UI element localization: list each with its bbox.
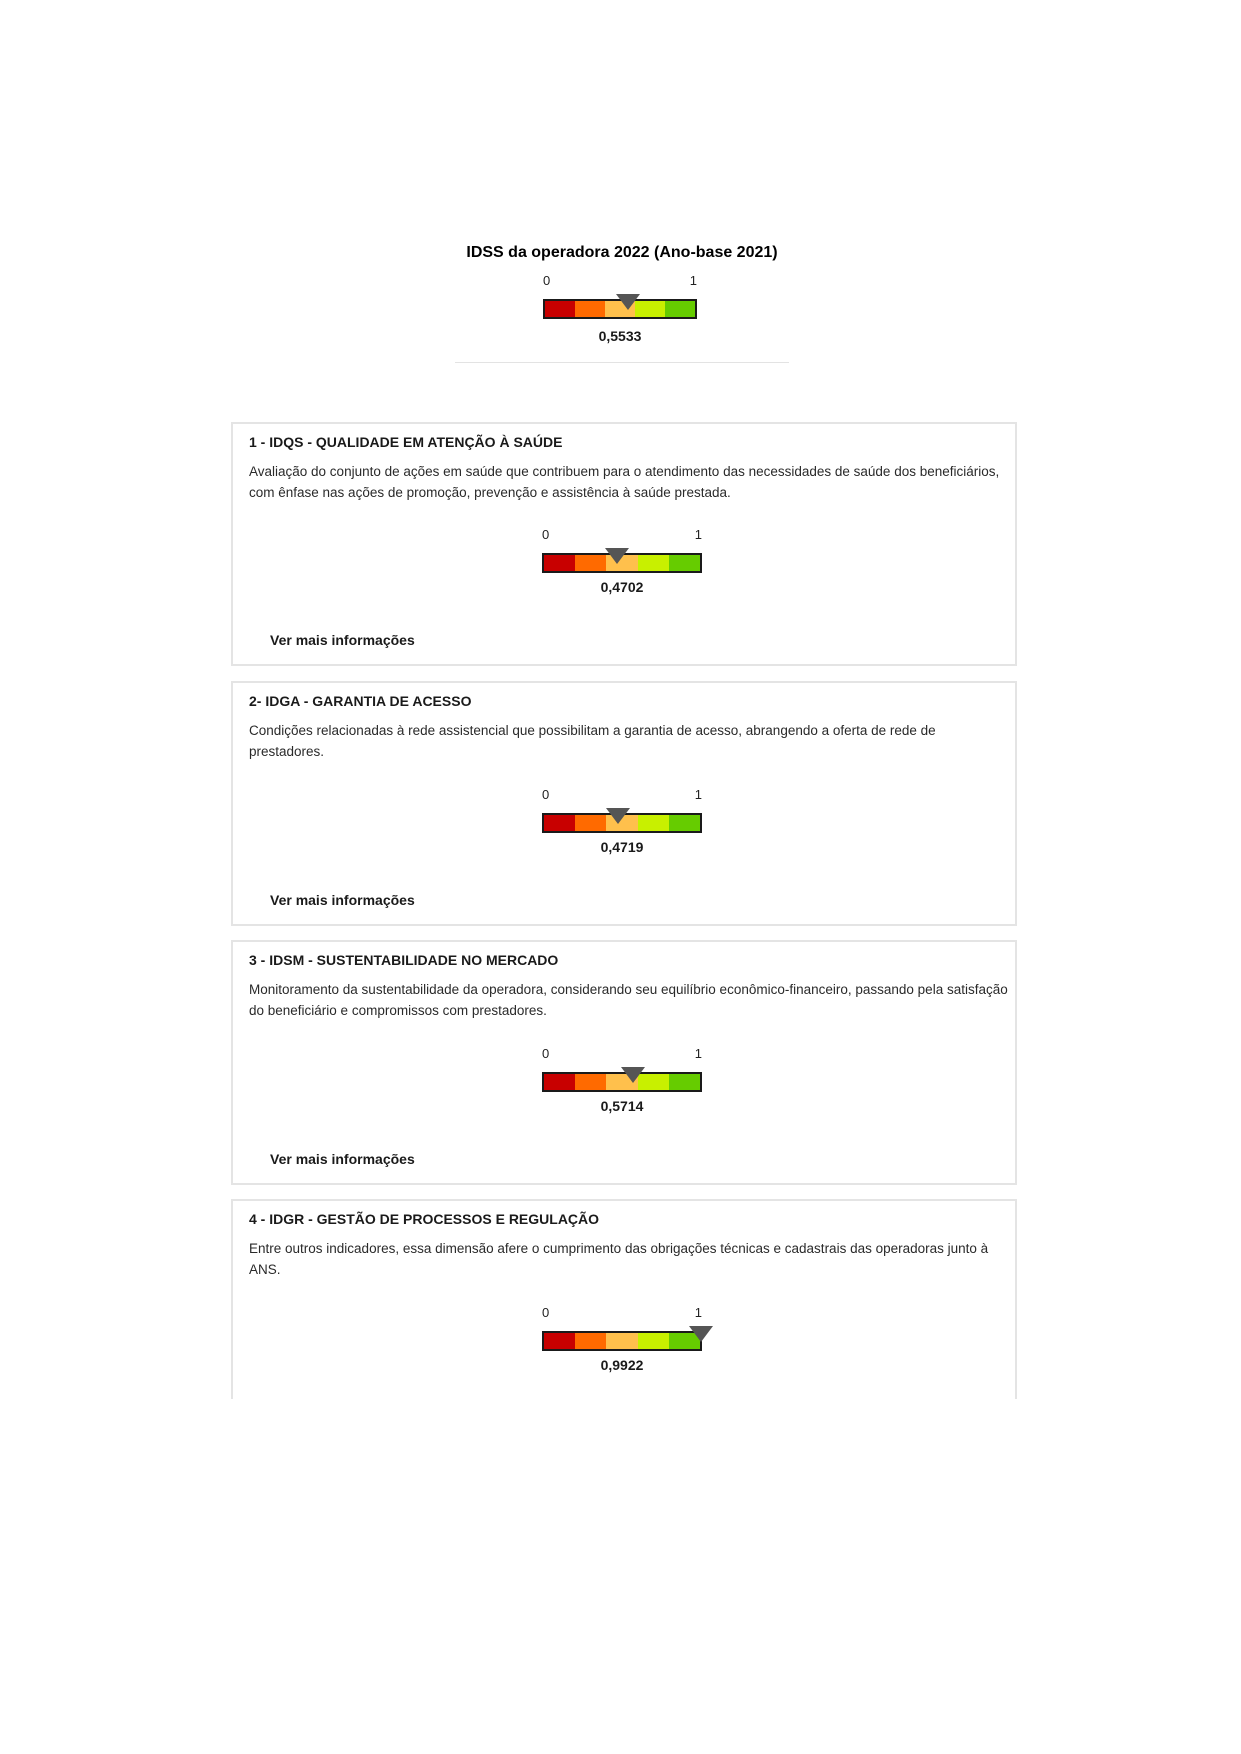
- dimension-card-idgr: [231, 1199, 1017, 1399]
- card-description: Entre outros indicadores, essa dimensão afere o cumprimento das obrigações técnicas e cadastrais das operadoras junto à ANS.: [249, 1241, 989, 1277]
- gauge-pointer-icon: [605, 548, 629, 564]
- gauge-segment-4: [638, 555, 669, 571]
- gauge-pointer-icon: [689, 1326, 713, 1342]
- summary-title: IDSS da operadora 2022 (Ano-base 2021): [466, 244, 778, 261]
- gauge-max-label: 1: [694, 527, 702, 542]
- gauge-segment-1: [544, 1333, 575, 1349]
- more-info-link[interactable]: Ver mais informações: [270, 892, 415, 908]
- gauge-min-label: 0: [543, 273, 551, 288]
- gauge-value: 0,4702: [600, 579, 644, 595]
- more-info-link[interactable]: Ver mais informações: [270, 1151, 415, 1167]
- summary-block: [455, 243, 789, 263]
- gauge-value: 0,5714: [600, 1098, 644, 1114]
- gauge-segment-5: [669, 1074, 700, 1090]
- gauge-max-label: 1: [694, 1305, 702, 1320]
- gauge-scale-bar: [542, 1331, 702, 1351]
- gauge-pointer-icon: [616, 294, 640, 310]
- gauge-pointer-icon: [606, 808, 630, 824]
- gauge-value: 0,9922: [600, 1357, 644, 1373]
- dimension-card-idqs: [231, 422, 1017, 666]
- gauge-max-label: 1: [689, 273, 697, 288]
- gauge-max-label: 1: [694, 787, 702, 802]
- gauge-min-label: 0: [542, 787, 550, 802]
- gauge-segment-2: [575, 1074, 606, 1090]
- gauge-segment-2: [575, 301, 605, 317]
- gauge-segment-2: [575, 1333, 606, 1349]
- gauge-segment-4: [638, 1333, 669, 1349]
- card-description: Monitoramento da sustentabilidade da operadora, considerando seu equilíbrio econômico-financeiro, passando pela satisfação do beneficiário e compromissos com prestadores.: [249, 982, 1008, 1018]
- card-title: 3 - IDSM - SUSTENTABILIDADE NO MERCADO: [249, 952, 559, 968]
- gauge-segment-1: [544, 555, 575, 571]
- gauge-segment-1: [544, 815, 575, 831]
- gauge-segment-5: [665, 301, 695, 317]
- gauge-segment-2: [575, 815, 606, 831]
- gauge-segment-4: [638, 815, 669, 831]
- gauge-min-label: 0: [542, 1046, 550, 1061]
- gauge-pointer-icon: [621, 1067, 645, 1083]
- gauge-value: 0,5533: [598, 328, 642, 344]
- dimension-card-idga: [231, 681, 1017, 926]
- gauge-max-label: 1: [694, 1046, 702, 1061]
- card-title: 2- IDGA - GARANTIA DE ACESSO: [249, 693, 472, 709]
- gauge-min-label: 0: [542, 1305, 550, 1320]
- gauge-segment-1: [544, 1074, 575, 1090]
- more-info-link[interactable]: Ver mais informações: [270, 632, 415, 648]
- gauge-segment-2: [575, 555, 606, 571]
- gauge-segment-5: [669, 555, 700, 571]
- card-title: 1 - IDQS - QUALIDADE EM ATENÇÃO À SAÚDE: [249, 434, 563, 450]
- card-description: Avaliação do conjunto de ações em saúde que contribuem para o atendimento das necessidades de saúde dos beneficiários, com ênfase nas ações de promoção, prevenção e assistência à saúde prestada.: [249, 464, 1000, 500]
- card-description: Condições relacionadas à rede assistencial que possibilitam a garantia de acesso, abrangendo a oferta de rede de prestadores.: [249, 723, 936, 759]
- gauge-min-label: 0: [542, 527, 550, 542]
- gauge-value: 0,4719: [600, 839, 644, 855]
- gauge-segment-3: [606, 1333, 637, 1349]
- divider: [455, 362, 789, 363]
- gauge-segment-5: [669, 815, 700, 831]
- card-title: 4 - IDGR - GESTÃO DE PROCESSOS E REGULAÇÃO: [249, 1211, 600, 1227]
- dimension-card-idsm: [231, 940, 1017, 1185]
- gauge-segment-1: [545, 301, 575, 317]
